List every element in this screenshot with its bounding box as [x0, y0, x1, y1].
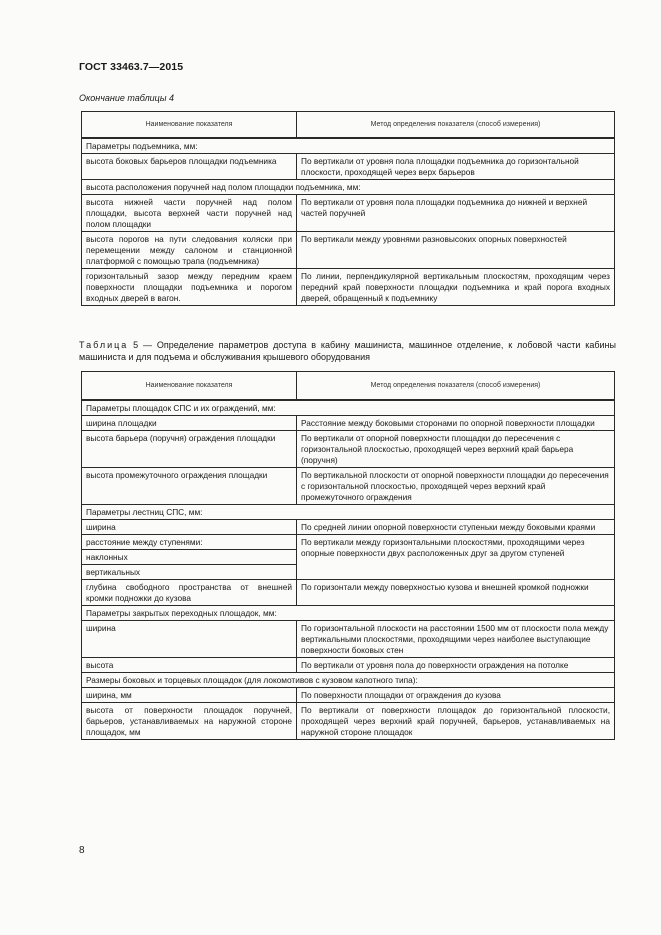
- parameter-name: ширина площадки: [82, 415, 297, 430]
- table-row: [82, 138, 615, 154]
- parameter-method: По вертикальной плоскости от опорной поверхности площадки до пересечения с горизонтальной плоскостью, проходящей через верхний край промежуточного ограждения: [297, 467, 615, 504]
- parameter-name: ширина: [82, 519, 297, 534]
- table5-caption-label: Таблица: [79, 340, 129, 350]
- table-row: [82, 194, 615, 231]
- parameter-method: По линии, перпендикулярной вертикальным плоскостям, проходящим через передний край поверхности площадки подъемника и край порога входных дверей, обращенный к подъемнику: [297, 268, 615, 305]
- table-row: [82, 467, 615, 504]
- page-number: 8: [79, 845, 85, 856]
- table5-caption-text: — Определение параметров доступа в кабину машиниста, машинное отделение, к лобовой части кабины машиниста и для подъема и обслуживания крышевого оборудования: [79, 340, 616, 362]
- table-5: [81, 371, 615, 740]
- column-header-method: Метод определения показателя (способ измерения): [297, 372, 615, 400]
- parameter-method: Расстояние между боковыми сторонами по опорной поверхности площадки: [297, 415, 615, 430]
- section-title: высота расположения поручней над полом площадки подъемника, мм:: [82, 179, 615, 194]
- parameter-name: высота боковых барьеров площадки подъемника: [82, 153, 297, 179]
- parameter-method: По вертикали от уровня пола площадки подъемника до нижней и верхней частей поручней: [297, 194, 615, 231]
- section-title: Размеры боковых и торцевых площадок (для локомотивов с кузовом капотного типа):: [82, 672, 615, 687]
- parameter-method: По вертикали от опорной поверхности площадки до пересечения с горизонтальной плоскостью, проходящей через верхний край барьера (поручня): [297, 430, 615, 467]
- section-title: Параметры лестниц СПС, мм:: [82, 504, 615, 519]
- parameter-name: наклонных: [82, 549, 297, 564]
- table5-caption-number: 5: [133, 340, 139, 350]
- column-header-name: Наименование показателя: [82, 372, 297, 400]
- table4-continuation-caption: Окончание таблицы 4: [79, 93, 174, 103]
- table-row: [82, 430, 615, 467]
- table-row: [82, 657, 615, 672]
- parameter-method: По средней линии опорной поверхности ступеньки между боковыми краями: [297, 519, 615, 534]
- parameter-method: По горизонтальной плоскости на расстоянии 1500 мм от плоскости пола между вертикальными плоскостями, проходящими через наиболее выступающие поверхности боковых стен: [297, 620, 615, 657]
- parameter-name: расстояние между ступенями:: [82, 534, 297, 549]
- parameter-method: По горизонтали между поверхностью кузова и внешней кромкой подножки: [297, 579, 615, 605]
- parameter-method: По вертикали от уровня пола площадки подъемника до горизонтальной плоскости, проходящей через верх барьеров: [297, 153, 615, 179]
- table-row: [82, 672, 615, 687]
- parameter-name: высота промежуточного ограждения площадки: [82, 467, 297, 504]
- section-title: Параметры площадок СПС и их ограждений, мм:: [82, 400, 615, 416]
- parameter-name: высота порогов на пути следования коляски при перемещении между салоном и станционной платформой с помощью трапа (подъемника): [82, 231, 297, 268]
- table-row: [82, 620, 615, 657]
- table-row: [82, 415, 615, 430]
- table5-caption: [79, 339, 616, 363]
- table-row: [82, 400, 615, 416]
- table-row: [82, 231, 615, 268]
- parameter-name: высота нижней части поручней над полом площадки, высота верхней части поручней над полом площадки: [82, 194, 297, 231]
- document-header: ГОСТ 33463.7—2015: [79, 61, 184, 73]
- table-row: [82, 519, 615, 534]
- parameter-name: горизонтальный зазор между передним краем поверхности площадки подъемника и порогом входных дверей в вагон.: [82, 268, 297, 305]
- parameter-name: высота: [82, 657, 297, 672]
- parameter-method: По поверхности площадки от ограждения до кузова: [297, 687, 615, 702]
- parameter-name: высота барьера (поручня) ограждения площадки: [82, 430, 297, 467]
- parameter-name: вертикальных: [82, 564, 297, 579]
- parameter-method: По вертикали от уровня пола до поверхности ограждения на потолке: [297, 657, 615, 672]
- table-row: [82, 534, 615, 549]
- table-row: [82, 268, 615, 305]
- table-row: [82, 179, 615, 194]
- table-row: [82, 153, 615, 179]
- column-header-method: Метод определения показателя (способ измерения): [297, 112, 615, 138]
- parameter-method: По вертикали между горизонтальными плоскостями, проходящими через опорные поверхности двух расположенных друг за другом ступеней: [297, 534, 615, 579]
- parameter-method: По вертикали от поверхности площадок до горизонтальной плоскости, проходящей через верхний край поручней, барьеров, устанавливаемых на наружной стороне площадок: [297, 702, 615, 739]
- parameter-method: По вертикали между уровнями разновысоких опорных поверхностей: [297, 231, 615, 268]
- parameter-name: высота от поверхности площадок поручней, барьеров, устанавливаемых на наружной стороне площадок, мм: [82, 702, 297, 739]
- section-title: Параметры подъемника, мм:: [82, 138, 615, 154]
- table-4: [81, 111, 615, 306]
- table-row: [82, 579, 615, 605]
- section-title: Параметры закрытых переходных площадок, мм:: [82, 605, 615, 620]
- parameter-name: глубина свободного пространства от внешней кромки подножки до кузова: [82, 579, 297, 605]
- column-header-name: Наименование показателя: [82, 112, 297, 138]
- table-row: [82, 504, 615, 519]
- table-row: [82, 702, 615, 739]
- table-row: [82, 687, 615, 702]
- parameter-name: ширина, мм: [82, 687, 297, 702]
- table-row: [82, 605, 615, 620]
- parameter-name: ширина: [82, 620, 297, 657]
